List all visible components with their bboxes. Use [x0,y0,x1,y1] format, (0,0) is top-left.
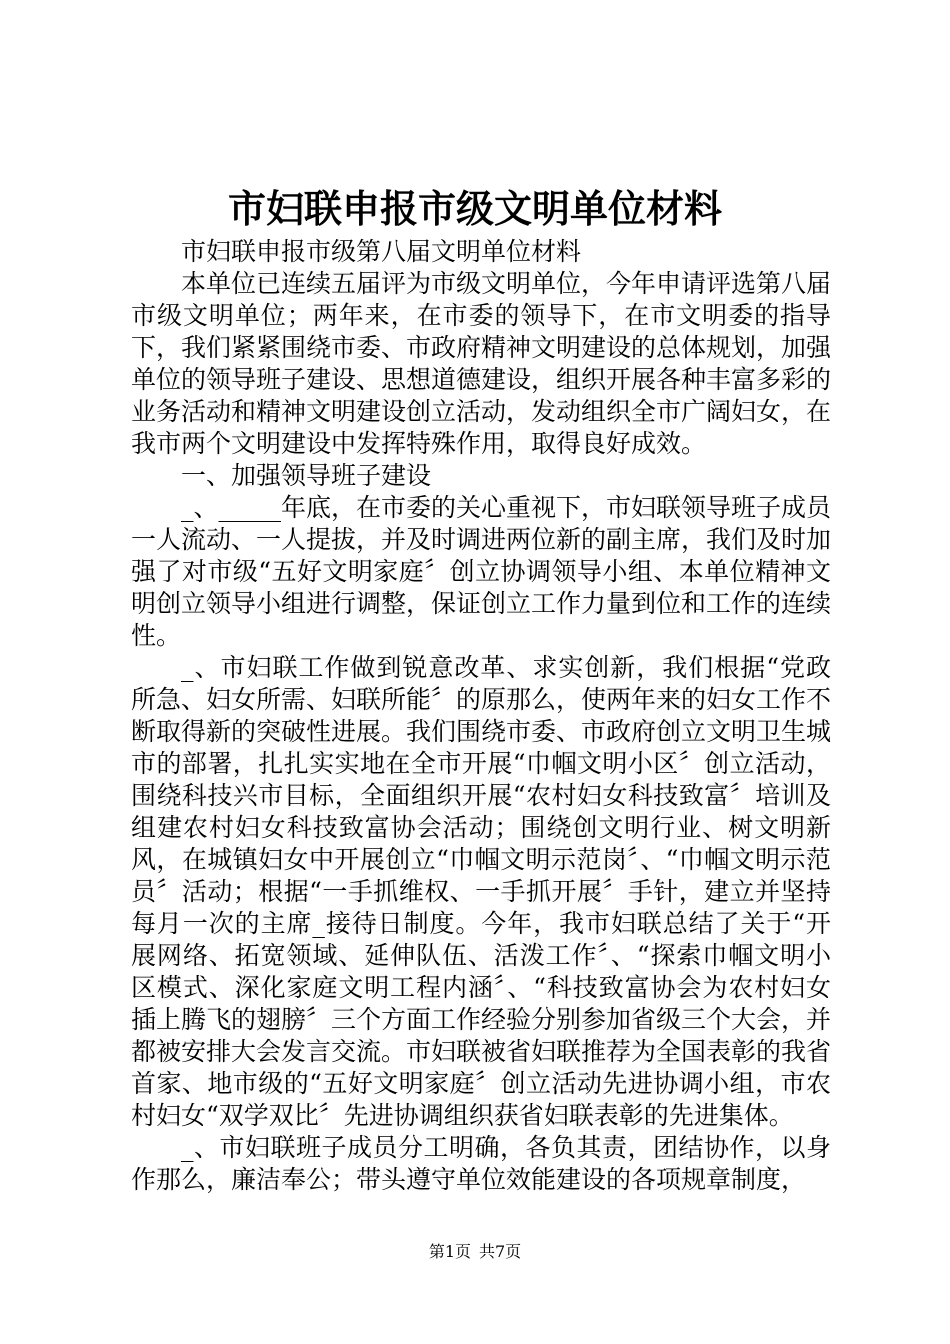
paragraph-intro: 本单位已连续五届评为市级文明单位，今年申请评选第八届市级文明单位；两年来，在市委的领导下，在市文明委的指导下，我们紧紧围绕市委、市政府精神文明建设的总体规划，加强单位的领导班子建设、思想道德建设，组织开展各种丰富多彩的业务活动和精神文明建设创立活动，发动组织全市广阔妇女，在我市两个文明建设中发挥特殊作用，取得良好成效。 [131,269,832,458]
page-number: 第1页 [428,1242,471,1261]
page-total: 共7页 [479,1242,522,1261]
document-title: 市妇联申报市级文明单位材料 [227,186,722,231]
paragraph-subtitle: 市妇联申报市级第八届文明单位材料 [181,237,582,266]
paragraph-item-2: _、市妇联工作做到锐意改革、求实创新，我们根据“党政所急、妇女所需、妇联所能〞的原那么，使两年来的妇女工作不断取得新的突破性进展。我们围绕市委、市政府创立文明卫生城市的部署，扎扎实实地在全市开展“巾帼文明小区〞创立活动，围绕科技兴市目标，全面组织开展“农村妇女科技致富〞培训及组建农村妇女科技致富协会活动；围绕创文明行业、树文明新风，在城镇妇女中开展创立“巾帼文明示范岗〞、“巾帼文明示范员〞活动；根据“一手抓维权、一手抓开展〞手针，建立并坚持每月一次的主席_接待日制度。今年，我市妇联总结了关于“开展网络、拓宽领域、延伸队伍、活泼工作〞、“探索巾帼文明小区模式、深化家庭文明工程内涵〞、“科技致富协会为农村妇女插上腾飞的翅膀〞三个方面工作经验分别参加省级三个大会，并都被安排大会发言交流。市妇联被省妇联推荐为全国表彰的我省首家、地市级的“五好文明家庭〞创立活动先进协调小组，市农村妇女“双学双比〞先进协调组织获省妇联表彰的先进集体。 [131,653,832,1130]
page-footer [0,1241,950,1263]
section-heading: 一、加强领导班子建设 [181,461,432,490]
paragraph-item-3: _、市妇联班子成员分工明确，各负其责，团结协作，以身作那么，廉洁奉公；带头遵守单位效能建设的各项规章制度， [131,1133,831,1194]
paragraph-item-1: _、_____年底，在市委的关心重视下，市妇联领导班子成员一人流动、一人提拔，并及时调进两位新的副主席，我们及时加强了对市级“五好文明家庭〞创立协调领导小组、本单位精神文明创立领导小组进行调整，保证创立工作力量到位和工作的连续性。 [131,493,832,650]
document-body [131,236,831,1196]
